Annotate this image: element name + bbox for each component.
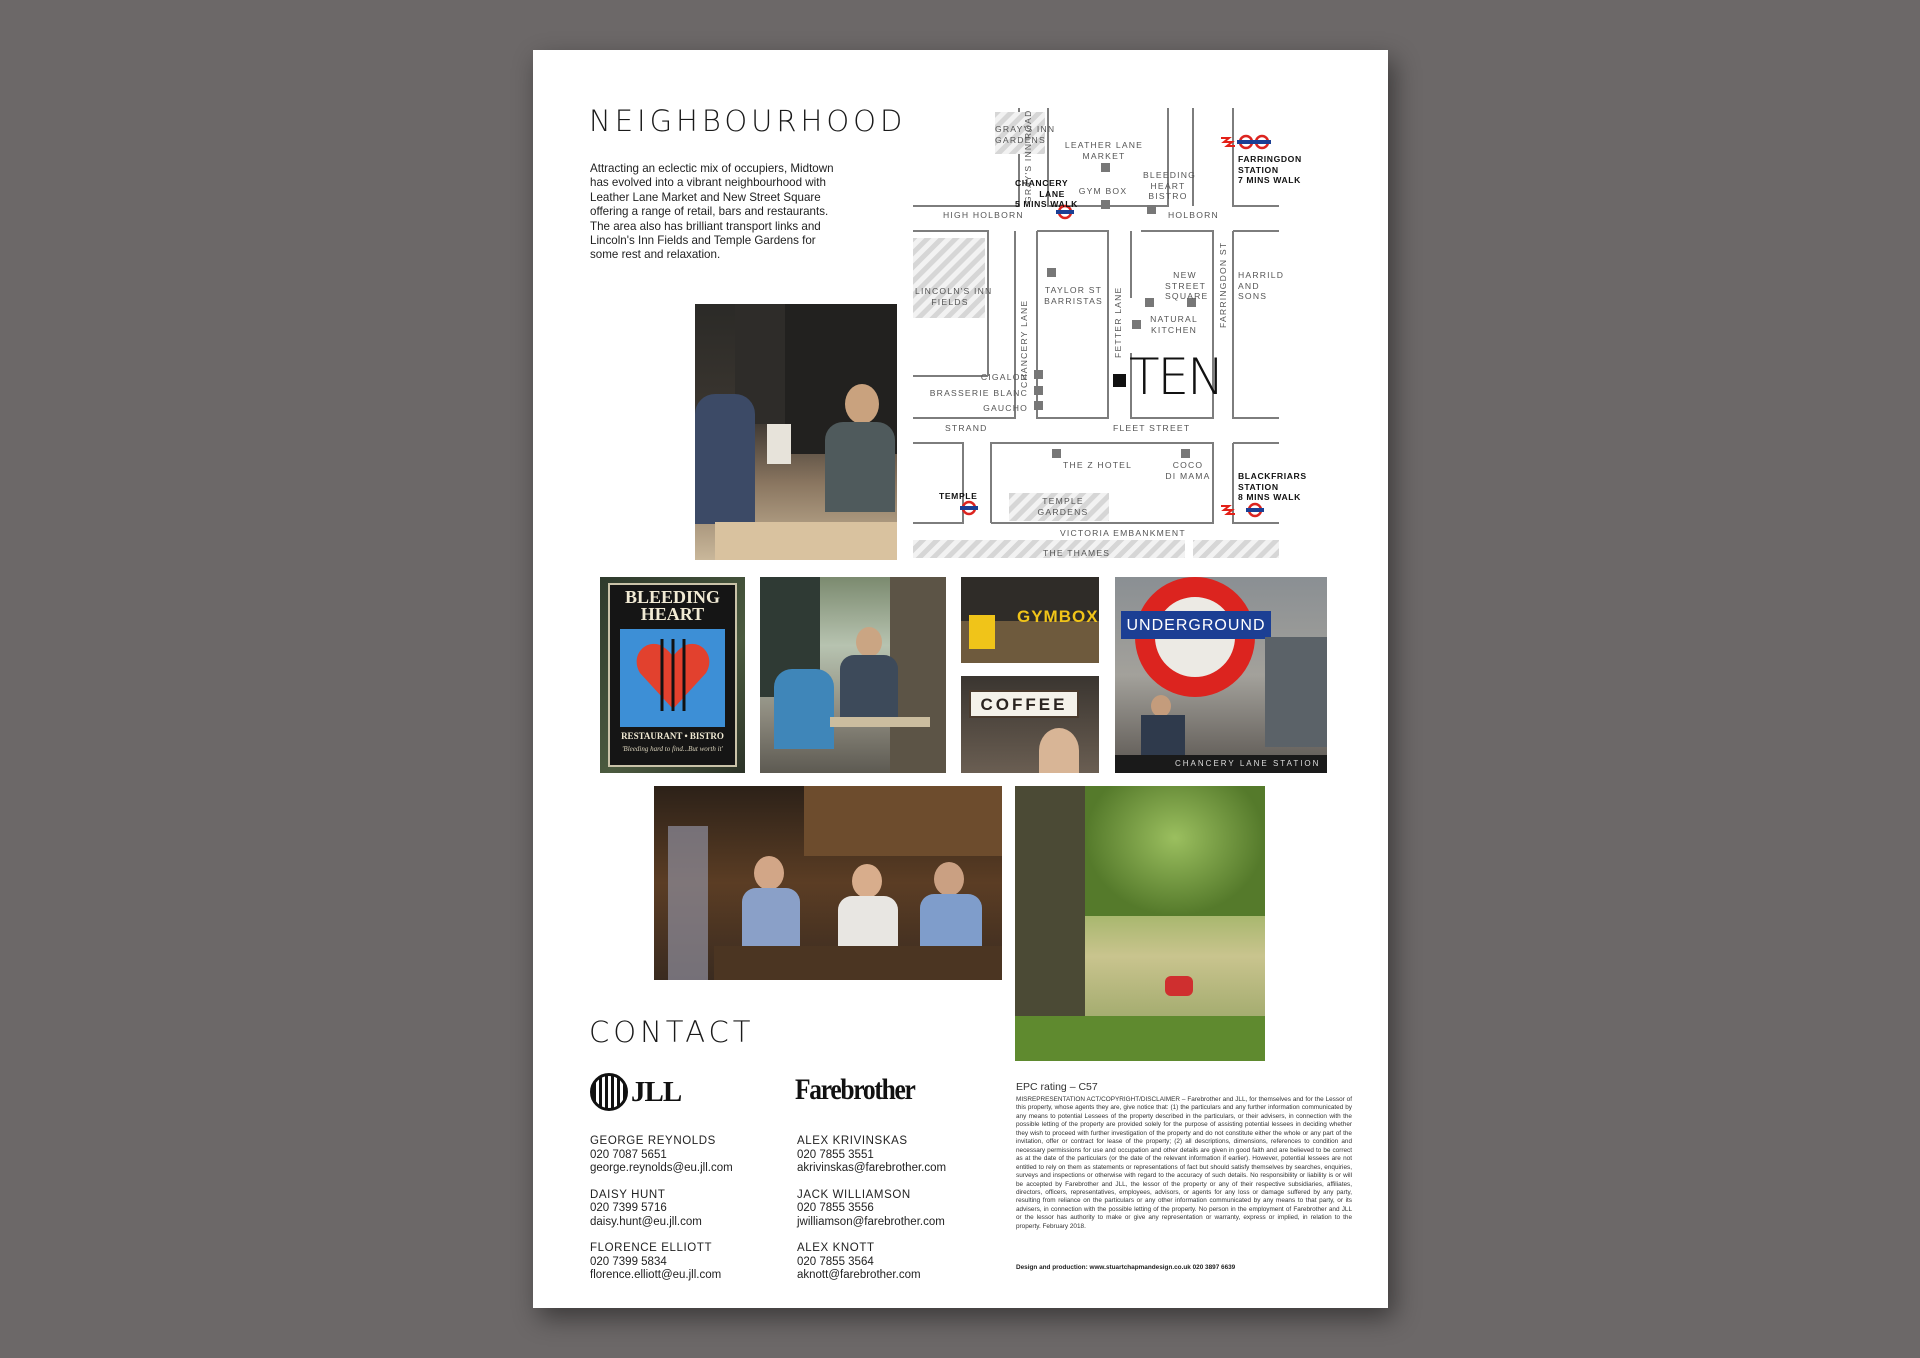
map-label-temple-station: TEMPLE — [939, 491, 978, 501]
coffee-sign: COFFEE — [980, 695, 1068, 714]
bleeding-heart-sign-photo — [600, 577, 745, 773]
design-credits: Design and production: www.stuartchapmandesign.co.uk 020 3897 6639 — [1016, 1264, 1236, 1271]
ten-building-label: TEN — [1129, 348, 1223, 406]
map-label-taylor-st-barristas: TAYLOR ST BARRISTAS — [1044, 285, 1103, 306]
map-label-lincolns-inn-fields: LINCOLN'S INN FIELDS — [915, 286, 993, 307]
map-label-chancery-lane-station: CHANCERY LANE 5 MINS WALK — [1015, 178, 1078, 209]
map-label-temple-gardens: TEMPLE GARDENS — [1037, 496, 1089, 517]
map-label-harrild-and-sons: HARRILD AND SONS — [1238, 270, 1285, 301]
map-label-the-thames: THE THAMES — [1043, 548, 1111, 558]
gymbox-photo — [961, 577, 1099, 663]
bleeding-heart-sign-line1: BLEEDING — [624, 587, 721, 607]
farebrother-contacts — [797, 1135, 946, 1296]
map-label-gym-box: GYM BOX — [1078, 186, 1128, 196]
map-label-grays-inn-gardens: GRAY'S INN GARDENS — [995, 124, 1056, 145]
underground-station-photo — [1115, 577, 1327, 773]
map-street-grays-inn-road: GRAY'S INN ROAD — [1023, 109, 1033, 203]
bleeding-heart-sign-quote: 'Bleeding hard to find...But worth it' — [621, 745, 724, 753]
contact-email[interactable]: george.reynolds@eu.jll.com — [590, 1162, 733, 1174]
contact-card — [590, 1135, 733, 1176]
contact-phone[interactable]: 020 7855 3556 — [797, 1202, 874, 1214]
contact-email[interactable]: daisy.hunt@eu.jll.com — [590, 1215, 702, 1228]
map-street-farringdon-st: FARRINGDON ST — [1218, 241, 1228, 328]
map-label-farringdon-station: FARRINGDON STATION 7 MINS WALK — [1238, 154, 1302, 185]
gymbox-sign: GYMBOX — [1017, 607, 1099, 626]
contact-name: GEORGE REYNOLDS — [590, 1135, 716, 1147]
neighbourhood-intro: Attracting an eclectic mix of occupiers, Midtown has evolved into a vibrant neighbourhood with Leather Lane Market and New Street Square offering a range of retail, bars and restaurants. The area also has brilliant transport links and Lincoln's Inn Fields and Temple Gardens for some rest and relaxation. — [590, 162, 834, 262]
coffee-shop-photo — [961, 676, 1099, 773]
market-stall-photo — [695, 304, 897, 560]
park-picnic-photo — [1015, 786, 1265, 1061]
map-street-fetter-lane: FETTER LANE — [1113, 286, 1123, 358]
map-label-natural-kitchen: NATURAL KITCHEN — [1150, 314, 1198, 335]
map-label-bleeding-heart-bistro: BLEEDING HEART BISTRO — [1143, 170, 1197, 201]
bleeding-heart-sign-line2: HEART — [640, 604, 705, 624]
contact-name: ALEX KRIVINSKAS — [797, 1135, 908, 1147]
contact-title: CONTACT — [589, 1015, 755, 1049]
contact-name: ALEX KNOTT — [797, 1242, 875, 1254]
contact-phone[interactable]: 020 7399 5716 — [590, 1202, 667, 1214]
map-label-the-z-hotel: THE Z HOTEL — [1063, 460, 1133, 470]
map-label-gaucho: GAUCHO — [983, 403, 1028, 413]
contact-phone[interactable]: 020 7855 3564 — [797, 1255, 874, 1268]
contact-name: DAISY HUNT — [590, 1188, 666, 1201]
map-street-chancery-lane: CHANCERY LANE — [1019, 299, 1029, 388]
jll-globe-icon — [590, 1073, 628, 1111]
neighbourhood-title: NEIGHBOURHOOD — [589, 104, 907, 138]
epc-rating: EPC rating – C57 — [1016, 1081, 1098, 1093]
chancery-lane-station-sign: CHANCERY LANE STATION — [1175, 759, 1321, 768]
restaurant-diners-photo — [654, 786, 1002, 980]
contact-email[interactable]: jwilliamson@farebrother.com — [797, 1215, 945, 1228]
contact-phone[interactable]: 020 7087 5651 — [590, 1148, 667, 1161]
contact-name: FLORENCE ELLIOTT — [590, 1242, 713, 1254]
underground-sign: UNDERGROUND — [1126, 617, 1266, 634]
map-label-brasserie-blanc: BRASSERIE BLANC — [929, 388, 1028, 398]
contact-card — [797, 1135, 946, 1176]
map-label-coco-di-mama: COCO DI MAMA — [1165, 460, 1211, 481]
contact-card — [797, 1242, 946, 1283]
map-street-holborn: HOLBORN — [1168, 210, 1219, 220]
jll-logo: JLL — [590, 1073, 681, 1111]
neighbourhood-map — [913, 108, 1333, 614]
map-label-leather-lane-market: LEATHER LANE MARKET — [1064, 140, 1144, 161]
map-street-strand: STRAND — [945, 423, 988, 433]
brochure-page — [533, 50, 1388, 1308]
contact-phone[interactable]: 020 7855 3551 — [797, 1148, 874, 1161]
jll-contacts — [590, 1135, 733, 1296]
map-label-blackfriars-station: BLACKFRIARS STATION 8 MINS WALK — [1238, 471, 1307, 502]
outdoor-diners-photo — [760, 577, 946, 773]
farebrother-logo: Farebrother — [795, 1073, 915, 1106]
contact-email[interactable]: akrivinskas@farebrother.com — [797, 1162, 947, 1174]
disclaimer-text: MISREPRESENTATION ACT/COPYRIGHT/DISCLAIMER – Farebrother and JLL, for themselves and for the Lessor of this property, whose agents they are, give notice that: (1) the particulars and any further information communicated by any means to potential Lessees of the property described in the particulars, or their advisers, in connection with the possible letting of the property are provided solely for the purpose of assisting potential lessees in deciding whether they wish to proceed with further investigation of the property and do not constitute either the whole or any part of the invitation, offer or contract for lease of the property; (2) all descriptions, dimensions, references to condition and necessary permissions for use and occupation and other details are given in good faith and are believed to be correct as at the date of the particulars (or the date of the relevant information if earlier). However, potential lessees are not entitled to rely on them as statements or representations of fact but should satisfy themselves by searches, enquiries, surveys and inspections or otherwise with regard to the accuracy of such details. No responsibility or liability is or will be accepted by Farebrother and JLL, the lessor of the property or any of their respective subsidiaries, affiliates, directors, officers, representatives, employees, advisors, or agents for any loss or damage suffered by any party, resulting from reliance on the particulars or any other information communicated by any means to that party, or its advisers, in connection with the possible letting of the property. No person in the employment of Farebrother and JLL or the lessor has authority to make or give any representation or warranty, express or implied, in relation to the property. February 2018. — [1016, 1096, 1352, 1230]
heart-icon — [636, 639, 710, 711]
contact-card — [590, 1242, 733, 1283]
contact-card — [797, 1189, 946, 1230]
contact-name: JACK WILLIAMSON — [797, 1188, 911, 1201]
map-street-high-holborn: HIGH HOLBORN — [943, 210, 1024, 220]
map-label-cigalon: CIGALON — [980, 372, 1028, 382]
map-street-fleet-street: FLEET STREET — [1113, 423, 1191, 433]
contact-card — [590, 1189, 733, 1230]
map-street-victoria-embankment: VICTORIA EMBANKMENT — [1060, 528, 1186, 538]
contact-email[interactable]: florence.elliott@eu.jll.com — [590, 1269, 722, 1281]
bleeding-heart-sign-sub: RESTAURANT • BISTRO — [621, 731, 724, 741]
contact-phone[interactable]: 020 7399 5834 — [590, 1255, 667, 1268]
contact-email[interactable]: aknott@farebrother.com — [797, 1269, 921, 1281]
map-label-new-street-square: NEW STREET SQUARE — [1165, 270, 1209, 301]
